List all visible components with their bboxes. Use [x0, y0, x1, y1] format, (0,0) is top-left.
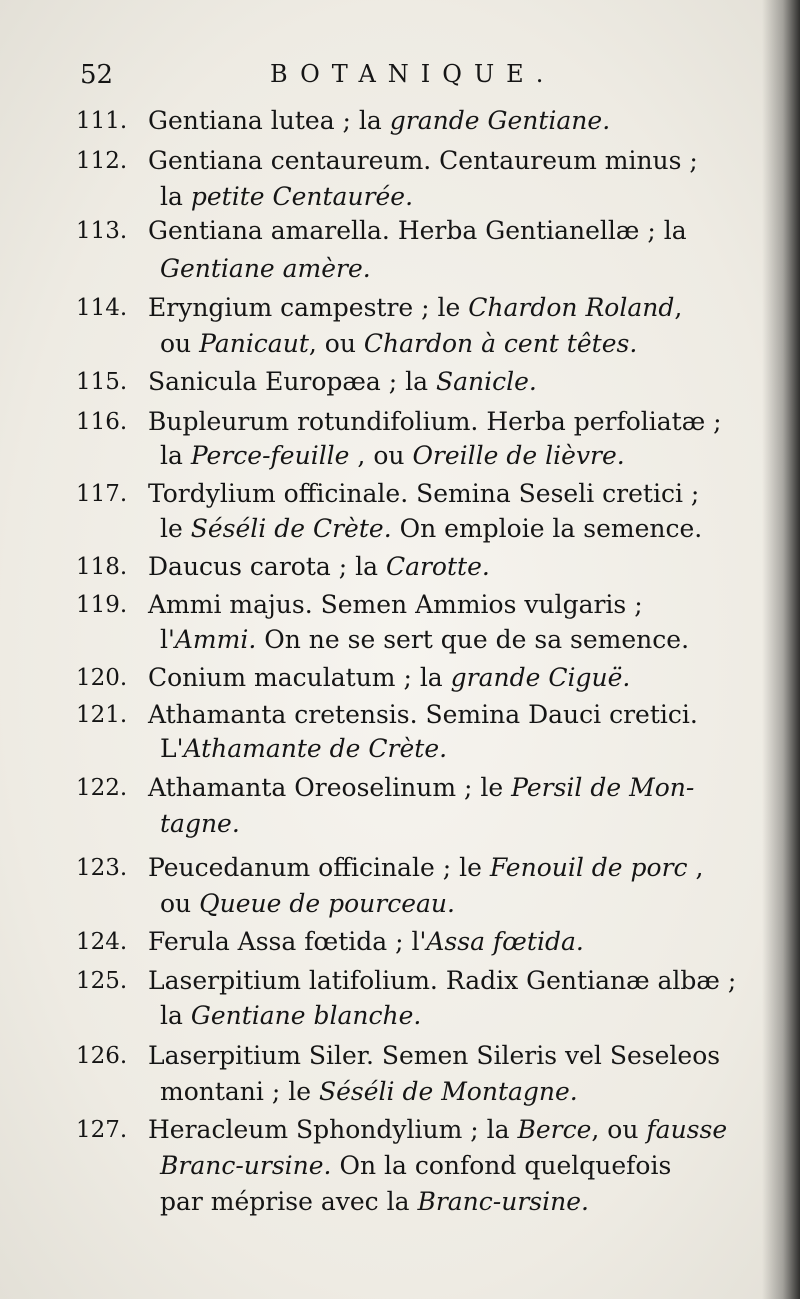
text-segment: L' [160, 734, 184, 763]
entry-number: 124. [76, 929, 128, 955]
text-segment: l' [160, 625, 175, 654]
entry-number: 123. [76, 855, 128, 881]
french-name-italic: Persil de Mon- [511, 773, 695, 802]
page-number: 52 [80, 60, 114, 90]
entry-text [148, 773, 694, 803]
entry-text [160, 254, 371, 284]
entry-text [148, 663, 630, 693]
entry-text [160, 1151, 671, 1181]
text-segment: Gentiana centaureum. Centaureum minus ; [148, 146, 698, 175]
french-name-italic: Ammi. [174, 625, 257, 654]
text-segment: ou [160, 889, 200, 918]
french-name-italic: Athamante de Crète. [183, 734, 448, 763]
text-segment: Ammi majus. Semen Ammios vulgaris ; [148, 590, 643, 619]
french-name-italic: Chardon Roland [468, 293, 675, 322]
french-name-italic: Séséli de Crète. [190, 514, 392, 543]
text-segment: On la confond quelquefois [331, 1151, 672, 1180]
entry-number: 120. [76, 665, 128, 691]
entry-text [160, 329, 637, 359]
french-name-italic: Branc-ursine. [160, 1151, 332, 1180]
text-segment: Bupleurum rotundifolium. Herba perfoliatæ ; [148, 407, 722, 436]
text-segment: Gentiana lutea ; la [148, 106, 390, 135]
french-name-italic: Berce [517, 1115, 592, 1144]
text-segment: la [160, 441, 191, 470]
entry-number: 118. [76, 554, 128, 580]
text-segment: le [160, 514, 191, 543]
french-name-italic: fausse [646, 1115, 728, 1144]
text-segment: Conium maculatum ; la [148, 663, 451, 692]
entry-text [160, 809, 240, 839]
text-segment: la [160, 1001, 191, 1030]
text-segment: On emploie la semence. [391, 514, 703, 543]
entry-text [148, 700, 698, 730]
entry-text [148, 1115, 727, 1145]
french-name-italic: Oreille de lièvre. [412, 441, 625, 470]
entry-number: 113. [76, 218, 128, 244]
text-segment: par méprise avec la [160, 1187, 418, 1216]
entry-text [148, 927, 584, 957]
text-segment: On ne se sert que de sa semence. [256, 625, 690, 654]
entry-text [148, 293, 682, 323]
french-name-italic: grande Gentiane. [389, 106, 611, 135]
french-name-italic: Séséli de Montagne. [318, 1077, 578, 1106]
entry-number: 111. [76, 108, 128, 134]
entry-number: 116. [76, 409, 128, 435]
text-segment: Ferula Assa fœtida ; l' [148, 927, 427, 956]
entry-text [148, 216, 687, 246]
text-segment: Sanicula Europæa ; la [148, 367, 437, 396]
french-name-italic: Assa fœtida. [426, 927, 584, 956]
entry-text [160, 1001, 421, 1031]
french-name-italic: Sanicle. [436, 367, 537, 396]
entry-text [160, 889, 455, 919]
text-segment: , ou [591, 1115, 647, 1144]
entry-number: 114. [76, 295, 128, 321]
french-name-italic: tagne. [160, 809, 240, 838]
french-name-italic: Fenouil de porc [489, 853, 688, 882]
text-segment: Athamanta cretensis. Semina Dauci cretici. [148, 700, 698, 729]
entry-text [160, 734, 447, 764]
french-name-italic: Gentiane amère. [160, 254, 371, 283]
entry-text [160, 182, 413, 212]
entry-number: 115. [76, 369, 128, 395]
text-segment: Heracleum Sphondylium ; la [148, 1115, 518, 1144]
entry-text [148, 966, 736, 996]
text-segment: Laserpitium Siler. Semen Sileris vel Seseleos [148, 1041, 721, 1070]
entry-text [160, 1077, 578, 1107]
french-name-italic: Gentiane blanche. [190, 1001, 422, 1030]
entry-number: 121. [76, 702, 128, 728]
entry-number: 126. [76, 1043, 128, 1069]
french-name-italic: grande Ciguë. [450, 663, 631, 692]
entry-number: 127. [76, 1117, 128, 1143]
text-segment: Laserpitium latifolium. Radix Gentianæ albæ ; [148, 966, 737, 995]
entry-number: 112. [76, 148, 128, 174]
french-name-italic: Queue de pourceau. [199, 889, 455, 918]
entry-text [148, 1041, 720, 1071]
text-segment: Daucus carota ; la [148, 552, 386, 581]
text-segment: , [674, 293, 683, 322]
entry-text [160, 441, 625, 471]
text-segment: , ou [308, 329, 364, 358]
text-segment: Athamanta Oreoselinum ; le [148, 773, 512, 802]
entry-text [148, 590, 643, 620]
text-segment: la [160, 182, 191, 211]
text-segment: ou [160, 329, 200, 358]
entry-text [148, 146, 698, 176]
text-segment: Tordylium officinale. Semina Seseli cretici ; [148, 479, 700, 508]
text-segment: , [687, 853, 704, 882]
entry-text [148, 552, 490, 582]
french-name-italic: Panicaut [199, 329, 309, 358]
entry-number: 117. [76, 481, 128, 507]
text-segment: Eryngium campestre ; le [148, 293, 469, 322]
french-name-italic: Carotte. [385, 552, 490, 581]
entry-number: 119. [76, 592, 128, 618]
french-name-italic: petite Centaurée. [190, 182, 414, 211]
french-name-italic: Perce-feuille [190, 441, 350, 470]
entry-text [148, 367, 537, 397]
entry-text [160, 514, 702, 544]
french-name-italic: Chardon à cent têtes. [363, 329, 638, 358]
entry-text [148, 407, 722, 437]
text-segment: Peucedanum officinale ; le [148, 853, 490, 882]
entry-number: 125. [76, 968, 128, 994]
entry-number: 122. [76, 775, 128, 801]
running-title: BOTANIQUE. [270, 60, 556, 88]
entry-text [160, 1187, 589, 1217]
entry-text [148, 106, 610, 136]
french-name-italic: Branc-ursine. [417, 1187, 589, 1216]
entry-text [148, 479, 699, 509]
text-segment: montani ; le [160, 1077, 319, 1106]
entry-text [160, 625, 689, 655]
entry-text [148, 853, 703, 883]
text-segment: , ou [349, 441, 413, 470]
text-segment: Gentiana amarella. Herba Gentianellæ ; la [148, 216, 687, 245]
